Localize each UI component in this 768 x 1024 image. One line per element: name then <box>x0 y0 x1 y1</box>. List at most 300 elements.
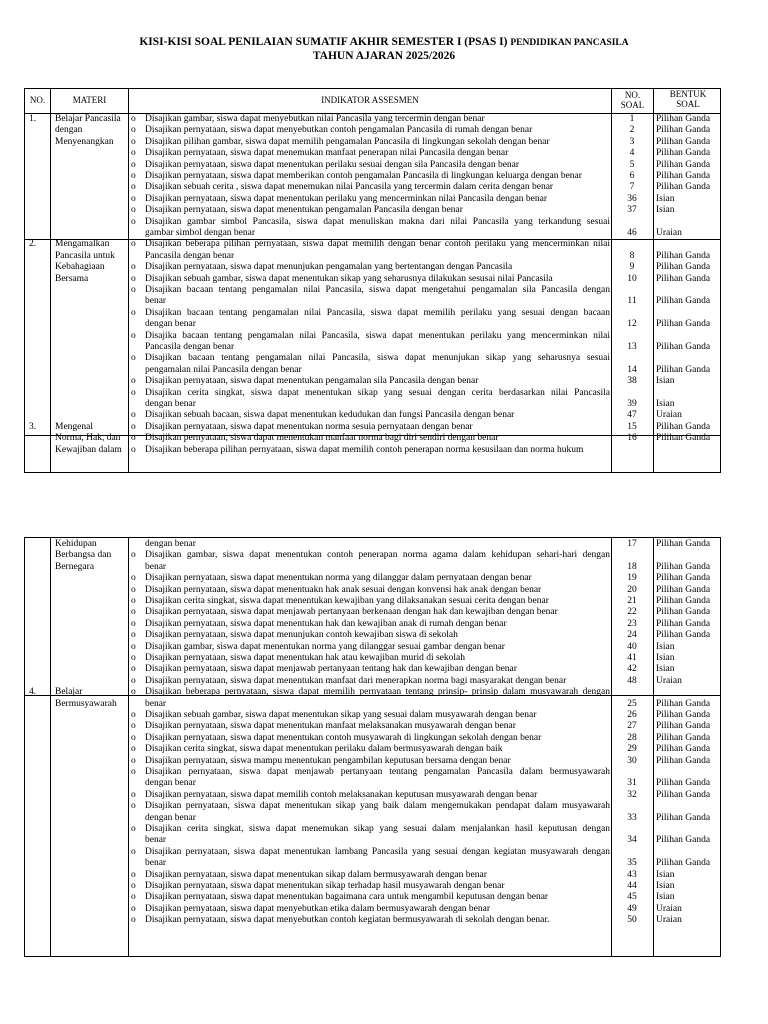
bullet-icon: o <box>131 307 136 318</box>
header-no-soal-line1: NO. <box>624 90 641 100</box>
bentuk-soal-cell: Pilihan Ganda <box>656 858 711 869</box>
bentuk-soal-cell: Pilihan Ganda <box>656 789 711 800</box>
indikator-text <box>145 205 610 216</box>
no-soal-cell: 24 <box>627 630 637 641</box>
bullet-icon: o <box>131 182 136 193</box>
indikator-text <box>145 114 610 125</box>
bullet-icon: o <box>131 410 136 421</box>
indikator-text <box>145 433 610 444</box>
no-soal-cell: 39 <box>627 399 637 409</box>
indikator-line: Disajikan pernyataan, siswa dapat menentukan norma sesuia pernyataan dengan benar <box>145 421 473 432</box>
indikator-line: Disajikan pernyataan, siswa dapat memberikan contoh pengamalan Pancasila di lingkungan keluarga dengan benar <box>145 171 582 181</box>
indikator-line: Disajikan pernyataan, siswa dapat menyebutkan contoh kegiatan bermusyawarah di sekolah dengan benar. <box>145 915 550 926</box>
no-soal-cell: 1 <box>629 114 635 124</box>
no-soal-cell: 23 <box>627 618 637 629</box>
no-soal-cell: 40 <box>627 641 637 652</box>
indikator-item <box>131 194 609 205</box>
bullet-icon: o <box>131 653 136 663</box>
bentuk-soal-cell: Isian <box>656 664 675 675</box>
indikator-text <box>145 790 610 801</box>
indikator-text <box>145 721 610 732</box>
bentuk-soal-cell: Pilihan Ganda <box>656 296 711 307</box>
materi-number: 4. <box>29 687 37 698</box>
materi-line: Menyenangkan <box>55 136 114 147</box>
no-soal-cell: 18 <box>627 561 637 572</box>
indikator-line: Disajikan pernyataan, siswa dapat menjawab pertanyaan tentang pengamalan Pancasila dalam bermusyawarah <box>145 767 610 777</box>
indikator-line: benar <box>145 835 167 846</box>
indikator-line: Disajikan bacaan tentang pengamalan nilai Pancasila, siswa dapat menunjukan sikap yang seharusnya sesuai <box>145 353 610 364</box>
header-bentuk-soal <box>654 89 722 109</box>
indikator-line: Disajikan pernyataan, siswa dapat menentukan pengamalan sila Pancasila dengan benar <box>145 376 479 387</box>
indikator-line: Disajikan pernyataan, siswa dapat menentuakn hak anak sesuai dengan konvensi hak anak dengan benar <box>145 584 542 595</box>
indikator-line: Disajikan pernyataan, siswa dapat menjawab pertanyaan berkenaan dengan hak dan kewajiban dengan benar <box>145 607 558 618</box>
indikator-line: Disajikan pernyataan, siswa dapat menentukan hak atau kewajiban murid di sekolah <box>145 653 465 663</box>
indikator-item <box>131 664 609 675</box>
indikator-line: Disajikan pernyataan, siswa dapat menjawab pertanyaan tentang hak dan kewajiban dengan benar <box>145 664 517 675</box>
indikator-text <box>145 824 610 847</box>
bentuk-soal-cell: Isian <box>656 205 675 216</box>
indikator-item <box>131 171 609 182</box>
bullet-icon: o <box>131 285 136 295</box>
bullet-icon: o <box>131 755 136 766</box>
no-soal-cell: 15 <box>627 421 637 432</box>
bullet-icon: o <box>131 630 136 641</box>
materi-line: Bermusyawarah <box>55 698 117 709</box>
indikator-line: Disajikan pernyataan, siswa dapat menentukan sikap dalam bermusyawarah dengan benar <box>145 869 487 880</box>
indikator-text <box>145 733 610 744</box>
header-no-soal-line2: SOAL <box>620 100 645 110</box>
bentuk-soal-cell: Pilihan Ganda <box>656 342 711 352</box>
indikator-item <box>131 137 609 148</box>
bentuk-soal-cell: Pilihan Ganda <box>656 710 711 720</box>
indikator-item <box>131 285 609 308</box>
bentuk-soal-cell: Pilihan Ganda <box>656 630 711 641</box>
materi-line: Mengamalkan <box>55 239 110 250</box>
bullet-icon: o <box>131 721 136 732</box>
indikator-line: Disajikan pernyataan, siswa dapat menentukan hak dan kewajiban anak di rumah dengan benar <box>145 618 507 629</box>
no-soal-cell: 5 <box>629 159 635 170</box>
indikator-item <box>131 767 609 790</box>
bentuk-soal-cell: Pilihan Ganda <box>656 273 711 284</box>
bentuk-soal-cell: Isian <box>656 641 675 652</box>
no-soal-cell: 19 <box>627 573 637 584</box>
no-soal-cell: 16 <box>627 433 637 444</box>
materi-line: dengan <box>55 125 83 136</box>
bentuk-soal-cell: Pilihan Ganda <box>656 744 711 755</box>
bentuk-soal-cell: Pilihan Ganda <box>656 114 711 124</box>
indikator-line: Disajikan pernyataan, siswa dapat menentukan perilaku yang mencerminkan nilai Pancasila dengan benar <box>145 193 548 204</box>
no-soal-cell: 27 <box>627 721 637 732</box>
materi-line: Kewajiban dalam <box>55 444 122 455</box>
bentuk-soal-cell: Pilihan Ganda <box>656 584 711 595</box>
indikator-line: Disajikan pernyataan, siswa dapat menentukan manfaat dari menerapkan norma bagi masyarakat dengan benar <box>145 675 567 686</box>
bullet-icon: o <box>131 205 136 216</box>
no-soal-cell: 31 <box>627 778 637 789</box>
bullet-icon: o <box>131 159 136 170</box>
bullet-icon: o <box>131 193 136 204</box>
bentuk-soal-cell: Isian <box>656 653 675 663</box>
bentuk-soal-cell: Pilihan Ganda <box>656 561 711 572</box>
bullet-icon: o <box>131 125 136 136</box>
indikator-text <box>145 710 610 721</box>
bullet-icon: o <box>131 550 136 561</box>
indikator-text <box>145 687 610 710</box>
indikator-line: benar <box>145 858 167 869</box>
indikator-item <box>131 642 609 653</box>
indikator-line: Disajikan gambar, siswa dapat menyebutkan nilai Pancasila yang tercermin dengan benar <box>145 114 485 124</box>
bentuk-soal-cell: Pilihan Ganda <box>656 835 711 846</box>
bullet-icon: o <box>131 216 136 227</box>
bullet-icon: o <box>131 824 136 834</box>
no-soal-cell: 46 <box>627 228 637 238</box>
indikator-line: Disajikan pernyataan, siswa dapat menunjukan contoh kewajiban siswa di sekolah <box>145 630 458 641</box>
indikator-item <box>131 422 609 433</box>
indikator-item <box>131 824 609 847</box>
bullet-icon: o <box>131 273 136 284</box>
bullet-icon: o <box>131 136 136 147</box>
indikator-line: Disajikan pernyataan, siswa dapat menentukan contoh musyawarah di lingkungan sekolah dengan benar <box>145 732 542 743</box>
indikator-line: Disajikan sebuah gambar, siswa dapat menentukan sikap yang sesuai dalam musyawarah dengan benar <box>145 710 537 720</box>
indikator-line: Disajikan pernyataan, siswa dapat menentukan manfaat melaksanakan musyawarah dengan benar <box>145 721 516 732</box>
indikator-text <box>145 847 610 870</box>
bentuk-soal-cell: Pilihan Ganda <box>656 125 711 136</box>
bullet-icon: o <box>131 789 136 800</box>
indikator-line: Disajikan sebuah gambar, siswa dapat menentukan sikap yang seharusnya dilakukan sesusai nilai Pancasila <box>145 273 553 284</box>
indikator-item <box>131 892 609 903</box>
no-soal-cell: 35 <box>627 858 637 869</box>
indikator-line: Disajikan pernyataan, siswa dapat menentukan norma yang dilanggar dalam pernyataan dengan benar <box>145 573 532 584</box>
indikator-item <box>131 847 609 870</box>
indikator-text <box>145 744 610 755</box>
bentuk-soal-cell: Isian <box>656 892 675 903</box>
bentuk-soal-cell: Uraian <box>656 228 682 238</box>
no-soal-cell: 10 <box>627 273 637 284</box>
indikator-item <box>131 733 609 744</box>
indikator-item <box>131 217 609 240</box>
indikator-item <box>131 630 609 641</box>
indikator-text <box>145 767 610 790</box>
header-bentuk-line1: BENTUK <box>669 89 707 99</box>
bentuk-soal-cell: Isian <box>656 869 675 880</box>
indikator-item <box>131 653 609 664</box>
no-soal-cell: 17 <box>627 539 637 549</box>
indikator-line: benar <box>145 561 167 572</box>
bentuk-soal-cell: Pilihan Ganda <box>656 364 711 375</box>
indikator-text <box>145 125 610 136</box>
header-no: NO. <box>29 95 46 105</box>
bentuk-soal-cell: Pilihan Ganda <box>656 778 711 789</box>
indikator-line: benar <box>145 296 167 307</box>
indikator-item <box>131 410 609 421</box>
bentuk-soal-cell: Pilihan Ganda <box>656 698 711 709</box>
indikator-item <box>131 721 609 732</box>
bullet-icon: o <box>131 903 136 914</box>
materi-line: Mengenal <box>55 421 93 432</box>
indikator-text <box>145 274 610 285</box>
bentuk-soal-cell: Uraian <box>656 915 682 926</box>
indikator-line: Disajikan gambar simbol Pancasila, siswa dapat menuliskan makna dari nilai Pancasila yang terkandung sesuai <box>145 216 610 227</box>
bentuk-soal-cell: Uraian <box>656 903 682 914</box>
indikator-item <box>131 539 609 550</box>
materi-line: Norma, Hak, dan <box>55 433 121 444</box>
indikator-line: Pancasila dengan benar <box>145 342 235 352</box>
no-soal-cell: 49 <box>627 903 637 914</box>
indikator-line: Disajikan pernyataan, siswa dapat menentukan pengamalan Pancasila dengan benar <box>145 205 463 216</box>
no-soal-cell: 36 <box>627 193 637 204</box>
no-soal-cell: 8 <box>629 250 635 261</box>
indikator-text <box>145 148 610 159</box>
indikator-line: Disajikan pernyataan, siswa dapat menentukan bagaimana cara untuk mengambil keputusan dengan benar <box>145 892 549 903</box>
indikator-text <box>145 619 610 630</box>
indikator-text <box>145 904 610 915</box>
no-soal-cell: 48 <box>627 675 637 686</box>
no-soal-cell: 9 <box>629 262 635 273</box>
indikator-item <box>131 756 609 767</box>
indikator-item <box>131 262 609 273</box>
indikator-text <box>145 573 610 584</box>
indikator-item <box>131 915 609 926</box>
indikator-line: Disajikan cerita singkat, siswa dapat menentukan kewajiban yang dilaksanakan sesuai cerita dengan benar <box>145 596 549 606</box>
materi-number: 1. <box>29 114 37 124</box>
bullet-icon: o <box>131 641 136 652</box>
indikator-item <box>131 801 609 824</box>
no-soal-cell: 13 <box>627 342 637 352</box>
indikator-line: dengan benar <box>145 319 196 330</box>
indikator-line: Disajikan beberapa pilihan pernyataan, siswa dapat memilih contoh penerapan norma kesusilaan dan norma hukum <box>145 444 584 455</box>
no-soal-cell: 44 <box>627 881 637 891</box>
indikator-text <box>145 262 610 273</box>
indikator-text <box>145 870 610 881</box>
materi-name <box>55 422 127 456</box>
indikator-item <box>131 308 609 331</box>
indikator-text <box>145 664 610 675</box>
bentuk-soal-cell: Pilihan Ganda <box>656 607 711 618</box>
bullet-icon: o <box>131 881 136 891</box>
bullet-icon: o <box>131 433 136 444</box>
indikator-text <box>145 676 610 687</box>
indikator-text <box>145 410 610 421</box>
bullet-icon: o <box>131 801 136 812</box>
indikator-line: Disajikan bacaan tentang pengamalan nilai Pancasila, siswa dapat mengetahui pengamalan sila Pancasila dengan <box>145 285 610 295</box>
no-soal-cell: 28 <box>627 732 637 743</box>
header-indikator: INDIKATOR ASSESMEN <box>321 95 419 105</box>
indikator-text <box>145 239 610 262</box>
header-materi: MATERI <box>72 95 107 105</box>
indikator-line: dengan benar <box>145 812 196 823</box>
bullet-icon: o <box>131 421 136 432</box>
bullet-icon: o <box>131 584 136 595</box>
indikator-item <box>131 881 609 892</box>
bullet-icon: o <box>131 607 136 618</box>
indikator-line: Disajikan pernyataan, siswa dapat menentukan lambang Pancasila yang sesuai dengan kegiatan musyawarah dengan <box>145 846 610 857</box>
indikator-text <box>145 182 610 193</box>
no-soal-cell: 34 <box>627 835 637 846</box>
bentuk-soal-cell: Pilihan Ganda <box>656 319 711 330</box>
bullet-icon: o <box>131 330 136 341</box>
indikator-text <box>145 607 610 618</box>
no-soal-cell: 29 <box>627 744 637 755</box>
indikator-item <box>131 376 609 387</box>
indikator-item <box>131 585 609 596</box>
materi-line: Bernegara <box>55 561 95 572</box>
indikator-item <box>131 550 609 573</box>
indikator-text <box>145 376 610 387</box>
indikator-item <box>131 904 609 915</box>
bentuk-soal-cell: Pilihan Ganda <box>656 755 711 766</box>
bullet-icon: o <box>131 744 136 755</box>
bullet-icon: o <box>131 732 136 743</box>
indikator-line: Pancasila dengan benar <box>145 250 235 261</box>
indikator-line: Disajikan cerita singkat, siswa dapat menentukan perilaku dalam bermusyawarah dengan baik <box>145 744 503 755</box>
no-soal-cell: 20 <box>627 584 637 595</box>
indikator-item <box>131 596 609 607</box>
bentuk-soal-cell: Pilihan Ganda <box>656 182 711 193</box>
bullet-icon: o <box>131 444 136 455</box>
bullet-icon: o <box>131 664 136 675</box>
no-soal-cell: 2 <box>629 125 635 136</box>
no-soal-cell: 47 <box>627 410 637 421</box>
bentuk-soal-cell: Pilihan Ganda <box>656 171 711 181</box>
no-soal-cell: 22 <box>627 607 637 618</box>
indikator-line: Disajikan cerita singkat, siswa dapat menentukan sikap yang sesuai dengan cerita berdasarkan nilai Pancasila <box>145 387 610 398</box>
bullet-icon: o <box>131 767 136 777</box>
indikator-item <box>131 331 609 354</box>
document-subtitle: TAHUN AJARAN 2025/2026 <box>312 50 456 62</box>
indikator-line: Disajikan pernyataan, siswa dapat menyebutkan etika dalam bermusyawarah dengan benar <box>145 903 491 914</box>
no-soal-cell: 45 <box>627 892 637 903</box>
no-soal-cell: 4 <box>629 148 635 159</box>
no-soal-cell: 3 <box>629 136 635 147</box>
indikator-item <box>131 239 609 262</box>
bullet-icon: o <box>131 869 136 880</box>
indikator-item <box>131 182 609 193</box>
indikator-text <box>145 422 610 433</box>
indikator-line: Disajikan pernyataan, siswa dapat menentukan manfaat norma bagi diri sendiri dengan benar <box>145 433 499 444</box>
indikator-item <box>131 573 609 584</box>
indikator-item <box>131 790 609 801</box>
indikator-line: Disajikan pernyataan, siswa mampu menentukan pengambilan keputusan bersama dengan benar <box>145 755 511 766</box>
indikator-text <box>145 585 610 596</box>
indikator-item <box>131 353 609 376</box>
header-bentuk-line2: SOAL <box>676 99 700 109</box>
no-soal-cell: 33 <box>627 812 637 823</box>
bullet-icon: o <box>131 892 136 903</box>
bentuk-soal-cell: Pilihan Ganda <box>656 539 711 549</box>
indikator-text <box>145 331 610 354</box>
indikator-line: Disajikan pernyataan, siswa dapat menentukan perilaku sesuai dengan sila Pancasila dengan benar <box>145 159 520 170</box>
bentuk-soal-cell: Pilihan Ganda <box>656 421 711 432</box>
indikator-line: Disajika bacaan tentang pengamalan nilai Pancasila, siswa dapat menentukan perilaku yang mencerminkan nilai <box>145 330 610 341</box>
indikator-text <box>145 630 610 641</box>
indikator-text <box>145 915 610 926</box>
indikator-item <box>131 205 609 216</box>
indikator-item <box>131 274 609 285</box>
indikator-item <box>131 125 609 136</box>
indikator-item <box>131 160 609 171</box>
bullet-icon: o <box>131 114 136 124</box>
indikator-text <box>145 881 610 892</box>
no-soal-cell: 43 <box>627 869 637 880</box>
bentuk-soal-cell: Uraian <box>656 410 682 421</box>
indikator-line: dengan benar <box>145 778 196 789</box>
indikator-item <box>131 114 609 125</box>
indikator-line: pengamalan nilai Pancasila dengan benar <box>145 364 302 375</box>
bentuk-soal-cell: Pilihan Ganda <box>656 596 711 606</box>
indikator-line: Disajikan sebuah cerita , siswa dapat menemukan nilai Pancasila yang tercermin dalam cerita dengan benar <box>145 182 554 193</box>
indikator-line: benar <box>145 698 167 709</box>
indikator-line: Disajikan bacaan tentang pengamalan nilai Pancasila, siswa dapat memilih perilaku yang sesuai dengan bacaan <box>145 307 610 318</box>
indikator-text <box>145 596 610 607</box>
materi-line: Kehidupan <box>55 539 97 549</box>
bullet-icon: o <box>131 239 136 250</box>
bullet-icon: o <box>131 675 136 686</box>
no-soal-cell: 30 <box>627 755 637 766</box>
bentuk-soal-cell: Pilihan Ganda <box>656 618 711 629</box>
bullet-icon: o <box>131 573 136 584</box>
bullet-icon: o <box>131 710 136 720</box>
materi-line: Pancasila untuk <box>55 250 115 261</box>
bentuk-soal-cell: Isian <box>656 193 675 204</box>
bullet-icon: o <box>131 262 136 273</box>
title-subject: PENDIDIKAN PANCASILA <box>510 38 629 48</box>
indikator-text <box>145 353 610 376</box>
kisi-kisi-table-page-1 <box>24 88 721 473</box>
no-soal-cell: 37 <box>627 205 637 216</box>
no-soal-cell: 50 <box>627 915 637 926</box>
bullet-icon: o <box>131 618 136 629</box>
bullet-icon: o <box>131 353 136 364</box>
bullet-icon: o <box>131 915 136 926</box>
indikator-item <box>131 687 609 710</box>
title-main: KISI-KISI SOAL PENILAIAN SUMATIF AKHIR SEMESTER I (PSAS I) <box>139 36 508 48</box>
bentuk-soal-cell: Uraian <box>656 675 682 686</box>
bentuk-soal-cell: Isian <box>656 881 675 891</box>
indikator-line: Disajikan beberapa pernyataan, siswa dapat memilih pernyataan tentang prinsip- prinsip dalam musyawarah dengan <box>145 687 610 698</box>
document-title <box>0 36 768 48</box>
indikator-text <box>145 285 610 308</box>
materi-number: 2. <box>29 239 37 250</box>
materi-name <box>55 239 127 285</box>
bentuk-soal-cell: Pilihan Ganda <box>656 812 711 823</box>
bullet-icon: o <box>131 596 136 606</box>
indikator-text <box>145 756 610 767</box>
no-soal-cell: 38 <box>627 376 637 387</box>
indikator-line: dengan benar <box>145 399 196 409</box>
no-soal-cell: 32 <box>627 789 637 800</box>
indikator-text <box>145 550 610 573</box>
indikator-line: Disajikan beberapa pilihan pernyataan, siswa dapat memilih dengan benar contoh perilaku yang mencerminkan nilai <box>145 239 610 250</box>
bentuk-soal-cell: Isian <box>656 399 675 409</box>
kisi-kisi-table-page-2 <box>24 537 721 957</box>
no-soal-cell: 26 <box>627 710 637 720</box>
indikator-item <box>131 433 609 444</box>
materi-name <box>55 539 127 573</box>
indikator-item <box>131 619 609 630</box>
bentuk-soal-cell: Pilihan Ganda <box>656 721 711 732</box>
no-soal-cell: 12 <box>627 319 637 330</box>
bentuk-soal-cell: Pilihan Ganda <box>656 732 711 743</box>
indikator-line: Disajikan pernyataan, siswa dapat memilih contoh melaksanakan keputusan musyawarah dengan benar <box>145 789 538 800</box>
bullet-icon: o <box>131 846 136 857</box>
indikator-text <box>145 539 610 550</box>
no-soal-cell: 14 <box>627 364 637 375</box>
bullet-icon: o <box>131 387 136 398</box>
indikator-text <box>145 171 610 182</box>
indikator-line: Disajikan cerita singkat, siswa dapat menemukan sikap yang sesuai dalam menjalankan hasil keputusan dengan <box>145 824 610 834</box>
indikator-text <box>145 388 610 411</box>
bentuk-soal-cell: Pilihan Ganda <box>656 136 711 147</box>
bentuk-soal-cell: Pilihan Ganda <box>656 148 711 159</box>
